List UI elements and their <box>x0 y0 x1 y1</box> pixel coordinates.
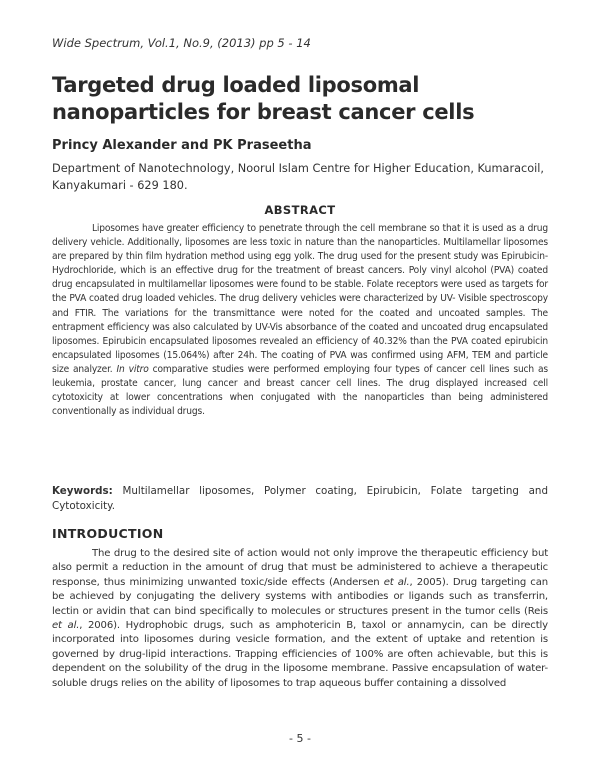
page-number: - 5 - <box>289 732 311 745</box>
abstract-text-part-1: Liposomes have greater efficiency to penetrate through the cell membrane so that it is used as a drug delivery vehicle. Additionally, liposomes are less toxic in nature than the nanoparticles. Multilamellar liposomes are prepared by thin film hydration method using egg yolk. The drug used for the present study was Epirubicin-Hydrochloride, which is an effective drug for the treatment of breast cancers. Poly vinyl alcohol (PVA) coated drug encapsulated in multilamellar liposomes were found to be stable. Folate receptors were used as targets for the PVA coated drug loaded vehicles. The drug delivery vehicles were characterized by UV- Visible spectroscopy and FTIR. The variations for the transmittance were noted for the coated and uncoated samples. The entrapment efficiency was also calculated by UV-Vis absorbance of the coated and uncoated drug encapsulated liposomes. Epirubicin encapsulated liposomes revealed an efficiency of 40.32% than the PVA coated epirubicin encapsulated liposomes (15.064%) after 24h. The coating of PVA was confirmed using AFM, TEM and particle size analyzer. <box>52 223 548 375</box>
article-title: Targeted drug loaded liposomal nanoparticles for breast cancer cells <box>52 73 475 124</box>
author-list: Princy Alexander and PK Praseetha <box>52 138 312 153</box>
intro-text-part-1: The drug to the desired site of action would not only improve the therapeutic efficiency but also permit a reduction in the amount of drug that must be administered to achieve a therapeutic response, thus minimizing unwanted toxic/side effects (Andersen <box>52 548 548 588</box>
abstract-paragraph <box>52 222 548 419</box>
abstract-italic-in-vitro: In vitro <box>116 363 149 375</box>
abstract-heading: ABSTRACT <box>264 203 336 217</box>
introduction-paragraph <box>52 547 548 691</box>
introduction-heading: INTRODUCTION <box>52 526 164 541</box>
journal-reference: Wide Spectrum, Vol.1, No.9, (2013) pp 5 - 14 <box>52 36 311 50</box>
intro-italic-et-al-2: et al. <box>52 620 80 632</box>
intro-italic-et-al-1: et al. <box>383 576 410 588</box>
keywords-paragraph <box>52 484 548 514</box>
intro-text-part-2: , 2005). Drug targeting can be achieved by conjugating the delivery systems with antibodies or ligands such as transferrin, lectin or avidin that can bind specifically to molecules or structures present in the tumor cells (Reis <box>52 576 548 617</box>
intro-text-part-3: , 2006). Hydrophobic drugs, such as amphotericin B, taxol or annamycin, can be directly incorporated into liposomes during vesicle formation, and the extent of uptake and retention is governed by drug-lipid interactions. Trapping efficiencies of 100% are often achievable, but this is dependent on the solubility of the drug in the liposome membrane. Passive encapsulation of water-soluble drugs relies on the ability of liposomes to trap aqueous buffer containing a dissolved <box>52 620 548 689</box>
author-affiliation: Department of Nanotechnology, Noorul Islam Centre for Higher Education, Kumaracoil, Kanyakumari - 629 180. <box>52 162 545 192</box>
keywords-label: Keywords: <box>52 485 113 497</box>
abstract-text-part-2: comparative studies were performed employing four types of cancer cell lines such as leukemia, prostate cancer, lung cancer and breast cancer cell lines. The drug displayed increased cell cytotoxicity at lower concentrations when conjugated with the nanoparticles than being administered conventionally as individual drugs. <box>52 363 549 418</box>
keywords-text: Multilamellar liposomes, Polymer coating, Epirubicin, Folate targeting and Cytotoxicity. <box>52 485 548 512</box>
